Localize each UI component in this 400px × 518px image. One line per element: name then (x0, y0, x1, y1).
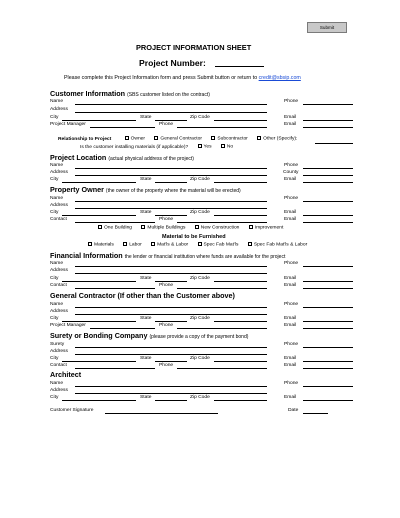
checkbox-icon[interactable] (123, 242, 127, 246)
instructions (64, 75, 301, 81)
gc-pm-field[interactable] (90, 324, 155, 329)
gc-phone2-label: Phone (159, 323, 174, 328)
financial-note: the lender or financial institution where funds are available for the project (124, 254, 286, 260)
customer-email2-label: Email (284, 122, 297, 127)
financial-email-label: Email (284, 276, 297, 281)
architect-address-label: Address (50, 388, 68, 393)
owner-state-field[interactable] (155, 211, 187, 216)
email-link[interactable]: credit@sbsip.com (258, 75, 301, 81)
architect-zip-label: Zip Code (190, 395, 210, 400)
gc-zip-field[interactable] (214, 317, 267, 322)
owner-address-field[interactable] (75, 204, 267, 209)
location-address-field[interactable] (75, 171, 267, 176)
checkbox-icon[interactable] (249, 225, 253, 229)
financial-phone2-field[interactable] (177, 284, 267, 289)
owner-phone2-label: Phone (159, 217, 174, 222)
location-name-label: Name (50, 163, 64, 168)
owner-phone-field[interactable] (303, 197, 353, 202)
location-county-label: County (283, 170, 299, 175)
surety-phone2-label: Phone (159, 363, 174, 368)
customer-city-field[interactable] (62, 116, 136, 121)
gc-zip-label: Zip Code (190, 316, 210, 321)
building-new[interactable]: New Construction (195, 225, 240, 231)
owner-email2-field[interactable] (303, 218, 353, 223)
financial-heading: Financial Information (50, 251, 123, 260)
gc-city-field[interactable] (62, 317, 136, 322)
owner-address-label: Address (50, 203, 68, 208)
gc-email-field[interactable] (303, 317, 353, 322)
financial-email2-field[interactable] (303, 284, 353, 289)
architect-email-field[interactable] (303, 396, 353, 401)
financial-phone2-label: Phone (159, 283, 174, 288)
surety-address-label: Address (50, 349, 68, 354)
material-spec-fab[interactable]: Spec Fab Mat'ls (198, 242, 239, 248)
surety-phone-label: Phone (284, 342, 299, 347)
architect-city-field[interactable] (62, 396, 136, 401)
customer-phone-label: Phone (284, 99, 299, 104)
surety-phone-field[interactable] (303, 343, 353, 348)
financial-name-label: Name (50, 261, 64, 266)
customer-phone2-label: Phone (159, 122, 174, 127)
gc-phone2-field[interactable] (177, 324, 267, 329)
relationship-gc[interactable]: General Contractor (154, 136, 202, 142)
customer-email-field[interactable] (303, 116, 353, 121)
financial-contact-field[interactable] (75, 284, 155, 289)
customer-note: (SBS customer listed on the contract) (127, 92, 210, 98)
customer-pm-label: Project Manager (50, 122, 86, 127)
gc-name-field[interactable] (75, 303, 267, 308)
customer-state-label: State (140, 115, 152, 120)
gc-phone-field[interactable] (303, 303, 353, 308)
financial-zip-field[interactable] (214, 277, 267, 282)
financial-email-field[interactable] (303, 277, 353, 282)
financial-state-field[interactable] (155, 277, 187, 282)
financial-name-field[interactable] (75, 262, 267, 267)
financial-zip-label: Zip Code (190, 276, 210, 281)
customer-email-label: Email (284, 115, 297, 120)
location-phone-field[interactable] (303, 164, 353, 169)
relationship-owner[interactable]: Owner (125, 136, 145, 142)
location-zip-label: Zip Code (190, 177, 210, 182)
material-matls-labor[interactable]: Mat'ls & Labor (151, 242, 188, 248)
owner-contact-field[interactable] (75, 218, 155, 223)
checkbox-icon[interactable] (125, 136, 129, 140)
date-label: Date (288, 408, 299, 413)
financial-city-field[interactable] (62, 277, 136, 282)
submit-button[interactable]: Submit (307, 22, 347, 33)
surety-email-label: Email (284, 356, 297, 361)
location-city-label: City (50, 177, 59, 182)
gc-state-field[interactable] (155, 317, 187, 322)
surety-contact-field[interactable] (75, 364, 155, 369)
checkbox-icon[interactable] (248, 242, 252, 246)
gc-phone-label: Phone (284, 302, 299, 307)
checkbox-icon[interactable] (198, 144, 202, 148)
surety-name-label: Surety (50, 342, 65, 347)
financial-phone-field[interactable] (303, 262, 353, 267)
architect-zip-field[interactable] (214, 396, 267, 401)
building-type-row (98, 225, 291, 231)
location-email-label: Email (284, 177, 297, 182)
gc-email-label: Email (284, 316, 297, 321)
architect-name-field[interactable] (75, 382, 267, 387)
signature-label: Customer Signature (50, 408, 94, 413)
checkbox-icon[interactable] (88, 242, 92, 246)
location-section-heading (50, 153, 194, 162)
owner-city-label: City (50, 210, 59, 215)
owner-city-field[interactable] (62, 211, 136, 216)
surety-contact-label: Contact (50, 363, 67, 368)
checkbox-icon[interactable] (154, 136, 158, 140)
surety-zip-field[interactable] (214, 357, 267, 362)
installing-question: Is the customer installing materials (if applicable)? (80, 144, 189, 150)
checkbox-icon[interactable] (151, 242, 155, 246)
surety-name-field[interactable] (75, 343, 267, 348)
owner-zip-label: Zip Code (190, 210, 210, 215)
architect-email-label: Email (284, 395, 297, 400)
gc-name-label: Name (50, 302, 64, 307)
owner-phone-label: Phone (284, 196, 299, 201)
surety-state-label: State (140, 356, 152, 361)
owner-note: (the owner of the property where the material will be erected) (105, 188, 241, 194)
gc-address-field[interactable] (75, 310, 267, 315)
owner-email2-label: Email (284, 217, 297, 222)
surety-state-field[interactable] (155, 357, 187, 362)
architect-phone-field[interactable] (303, 382, 353, 387)
location-zip-field[interactable] (214, 178, 267, 183)
financial-email2-label: Email (284, 283, 297, 288)
surety-note: (please provide a copy of the payment bond) (149, 334, 249, 340)
surety-heading: Surety or Bonding Company (50, 331, 148, 340)
location-state-field[interactable] (155, 178, 187, 183)
location-heading: Project Location (50, 153, 107, 162)
architect-name-label: Name (50, 381, 64, 386)
gc-address-label: Address (50, 309, 68, 314)
architect-heading: Architect (50, 370, 82, 379)
signature-field[interactable] (105, 409, 218, 414)
customer-address-label: Address (50, 107, 68, 112)
gc-heading: General Contractor (If other than the Customer above) (50, 291, 235, 300)
customer-section-heading (50, 89, 210, 98)
owner-heading: Property Owner (50, 185, 104, 194)
customer-heading: Customer Information (50, 89, 126, 98)
location-city-field[interactable] (62, 178, 136, 183)
financial-address-label: Address (50, 268, 68, 273)
owner-email-field[interactable] (303, 211, 353, 216)
gc-city-label: City (50, 316, 59, 321)
building-multiple[interactable]: Multiple Buildings (141, 225, 185, 231)
relationship-other-field[interactable] (315, 139, 353, 144)
material-spec-fab-labor[interactable]: Spec Fab Mat'ls & Labor (248, 242, 307, 248)
location-name-field[interactable] (75, 164, 267, 169)
surety-section-heading (50, 331, 248, 340)
material-row (88, 242, 315, 248)
financial-city-label: City (50, 276, 59, 281)
customer-state-field[interactable] (155, 116, 187, 121)
gc-email2-label: Email (284, 323, 297, 328)
customer-email2-field[interactable] (303, 123, 353, 128)
installing-yes[interactable]: Yes (198, 144, 212, 150)
location-address-label: Address (50, 170, 68, 175)
location-county-field[interactable] (303, 171, 353, 176)
owner-contact-label: Contact (50, 217, 67, 222)
material-heading: Material to be Furnished (162, 234, 226, 240)
relationship-sub[interactable]: Subcontractor (211, 136, 247, 142)
customer-zip-field[interactable] (214, 116, 267, 121)
financial-section-heading (50, 251, 285, 260)
owner-name-field[interactable] (75, 197, 267, 202)
project-number-label: Project Number: (139, 58, 206, 68)
customer-phone-field[interactable] (303, 100, 353, 105)
surety-email-field[interactable] (303, 357, 353, 362)
customer-name-label: Name (50, 99, 64, 104)
instructions-text: Please complete this Project Information form and press Submit button or return to (64, 75, 258, 81)
gc-email2-field[interactable] (303, 324, 353, 329)
location-note: (actual physical address of the project) (108, 156, 194, 162)
architect-state-label: State (140, 395, 152, 400)
building-improvement[interactable]: Improvement (249, 225, 284, 231)
surety-city-field[interactable] (62, 357, 136, 362)
project-number-field[interactable] (215, 62, 264, 67)
checkbox-icon[interactable] (195, 225, 199, 229)
location-phone-label: Phone (284, 163, 299, 168)
owner-state-label: State (140, 210, 152, 215)
relationship-other[interactable]: Other (Specify): (257, 136, 297, 142)
checkbox-icon[interactable] (141, 225, 145, 229)
owner-phone2-field[interactable] (177, 218, 267, 223)
date-field[interactable] (303, 409, 328, 414)
checkbox-icon[interactable] (198, 242, 202, 246)
financial-state-label: State (140, 276, 152, 281)
checkbox-icon[interactable] (211, 136, 215, 140)
architect-state-field[interactable] (155, 396, 187, 401)
installing-row (80, 144, 241, 150)
relationship-label: Relationship to Project (58, 136, 112, 142)
customer-pm-field[interactable] (90, 123, 155, 128)
surety-phone2-field[interactable] (177, 364, 267, 369)
customer-zip-label: Zip Code (190, 115, 210, 120)
material-materials[interactable]: Materials (88, 242, 114, 248)
checkbox-icon[interactable] (257, 136, 261, 140)
surety-email2-field[interactable] (303, 364, 353, 369)
architect-city-label: City (50, 395, 59, 400)
page-title: PROJECT INFORMATION SHEET (136, 43, 252, 52)
customer-name-field[interactable] (75, 100, 267, 105)
architect-address-field[interactable] (75, 389, 267, 394)
checkbox-icon[interactable] (221, 144, 225, 148)
gc-pm-label: Project Manager (50, 323, 86, 328)
customer-phone2-field[interactable] (177, 123, 267, 128)
customer-city-label: City (50, 115, 59, 120)
gc-state-label: State (140, 316, 152, 321)
financial-phone-label: Phone (284, 261, 299, 266)
owner-email-label: Email (284, 210, 297, 215)
relationship-row (58, 136, 305, 142)
surety-address-field[interactable] (75, 350, 267, 355)
architect-phone-label: Phone (284, 381, 299, 386)
owner-zip-field[interactable] (214, 211, 267, 216)
financial-address-field[interactable] (75, 269, 267, 274)
building-one[interactable]: One Building (98, 225, 132, 231)
location-email-field[interactable] (303, 178, 353, 183)
financial-contact-label: Contact (50, 283, 67, 288)
surety-email2-label: Email (284, 363, 297, 368)
surety-city-label: City (50, 356, 59, 361)
material-labor[interactable]: Labor (123, 242, 142, 248)
owner-section-heading (50, 185, 241, 194)
customer-address-field[interactable] (75, 108, 267, 113)
surety-zip-label: Zip Code (190, 356, 210, 361)
owner-name-label: Name (50, 196, 64, 201)
location-state-label: State (140, 177, 152, 182)
checkbox-icon[interactable] (98, 225, 102, 229)
installing-no[interactable]: No (221, 144, 233, 150)
